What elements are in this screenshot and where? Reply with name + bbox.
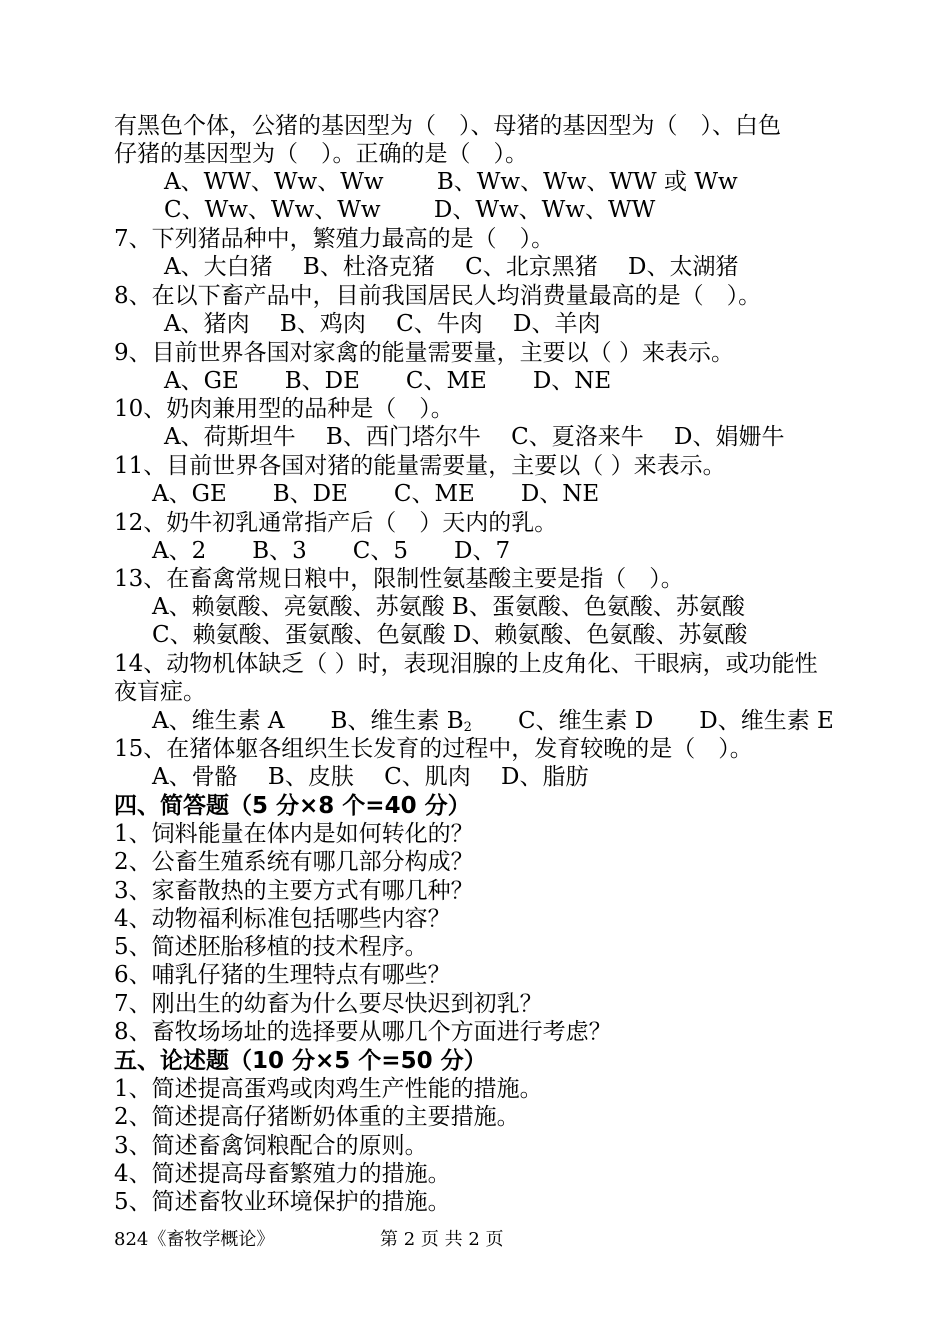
q14-option-b: B、维生素 B bbox=[330, 708, 464, 734]
footer-page-number: 第 2 页 共 2 页 bbox=[380, 1229, 504, 1250]
section4-item: 3、家畜散热的主要方式有哪几种？ bbox=[114, 878, 474, 904]
q12-stem: 12、奶牛初乳通常指产后（ ）天内的乳。 bbox=[114, 510, 558, 536]
q15-options: A、骨骼 B、皮肤 C、肌肉 D、脂肪 bbox=[152, 764, 589, 790]
footer-course-name: 824《畜牧学概论》 bbox=[114, 1229, 275, 1250]
q13-options-cd: C、赖氨酸、蛋氨酸、色氨酸 D、赖氨酸、色氨酸、苏氨酸 bbox=[152, 622, 748, 648]
q14-stem-line2: 夜盲症。 bbox=[114, 679, 206, 705]
section5-title: 五、论述题（10 分×5 个=50 分） bbox=[114, 1048, 487, 1074]
q13-options-ab: A、赖氨酸、亮氨酸、苏氨酸 B、蛋氨酸、色氨酸、苏氨酸 bbox=[152, 594, 745, 620]
section4-item: 1、饲料能量在体内是如何转化的？ bbox=[114, 821, 474, 847]
q9-options: A、GE B、DE C、ME D、NE bbox=[164, 368, 612, 394]
q11-options: A、GE B、DE C、ME D、NE bbox=[152, 481, 600, 507]
q7-stem: 7、下列猪品种中，繁殖力最高的是（ ）。 bbox=[114, 226, 555, 252]
q15-stem: 15、在猪体躯各组织生长发育的过程中，发育较晚的是（ ）。 bbox=[114, 736, 753, 762]
section4-item: 6、哺乳仔猪的生理特点有哪些？ bbox=[114, 962, 451, 988]
q6-stem-line1: 有黑色个体，公猪的基因型为（ ）、母猪的基因型为（ ）、白色 bbox=[114, 113, 781, 139]
section4-item: 4、动物福利标准包括哪些内容？ bbox=[114, 906, 451, 932]
q13-stem: 13、在畜禽常规日粮中，限制性氨基酸主要是指（ ）。 bbox=[114, 566, 684, 592]
q14-stem-line1: 14、动物机体缺乏（ ）时，表现泪腺的上皮角化、干眼病，或功能性 bbox=[114, 651, 818, 677]
q8-stem: 8、在以下畜产品中，目前我国居民人均消费量最高的是（ ）。 bbox=[114, 283, 762, 309]
q6-options-cd: C、Ww、Ww、Ww D、Ww、Ww、WW bbox=[164, 197, 656, 223]
section5-item: 2、简述提高仔猪断奶体重的主要措施。 bbox=[114, 1104, 520, 1130]
section4-title: 四、简答题（5 分×8 个=40 分） bbox=[114, 793, 471, 819]
q14-option-cd: C、维生素 D D、维生素 E bbox=[471, 708, 834, 734]
q10-options: A、荷斯坦牛 B、西门塔尔牛 C、夏洛来牛 D、娟姗牛 bbox=[164, 424, 785, 450]
section5-item: 5、简述畜牧业环境保护的措施。 bbox=[114, 1189, 451, 1215]
q14-option-b-subscript: 2 bbox=[463, 720, 472, 735]
q8-options: A、猪肉 B、鸡肉 C、牛肉 D、羊肉 bbox=[164, 311, 601, 337]
q9-stem: 9、目前世界各国对家禽的能量需要量，主要以（ ）来表示。 bbox=[114, 340, 734, 366]
q7-options: A、大白猪 B、杜洛克猪 C、北京黑猪 D、太湖猪 bbox=[164, 254, 739, 280]
section5-item: 4、简述提高母畜繁殖力的措施。 bbox=[114, 1161, 451, 1187]
q10-stem: 10、奶肉兼用型的品种是（ ）。 bbox=[114, 396, 454, 422]
q11-stem: 11、目前世界各国对猪的能量需要量，主要以（ ）来表示。 bbox=[114, 453, 726, 479]
q6-stem-line2: 仔猪的基因型为（ ）。正确的是（ ）。 bbox=[114, 141, 528, 167]
section4-item: 2、公畜生殖系统有哪几部分构成？ bbox=[114, 849, 474, 875]
section4-item: 5、简述胚胎移植的技术程序。 bbox=[114, 934, 428, 960]
q6-options-ab: A、WW、Ww、Ww B、Ww、Ww、WW 或 Ww bbox=[164, 169, 738, 195]
q12-options: A、2 B、3 C、5 D、7 bbox=[152, 538, 511, 564]
q14-options bbox=[152, 707, 882, 735]
section4-item: 8、畜牧场场址的选择要从哪几个方面进行考虑？ bbox=[114, 1019, 612, 1045]
section4-item: 7、刚出生的幼畜为什么要尽快迟到初乳？ bbox=[114, 991, 543, 1017]
section5-item: 1、简述提高蛋鸡或肉鸡生产性能的措施。 bbox=[114, 1076, 543, 1102]
q14-option-a: A、维生素 A bbox=[152, 708, 331, 734]
section5-item: 3、简述畜禽饲粮配合的原则。 bbox=[114, 1133, 428, 1159]
